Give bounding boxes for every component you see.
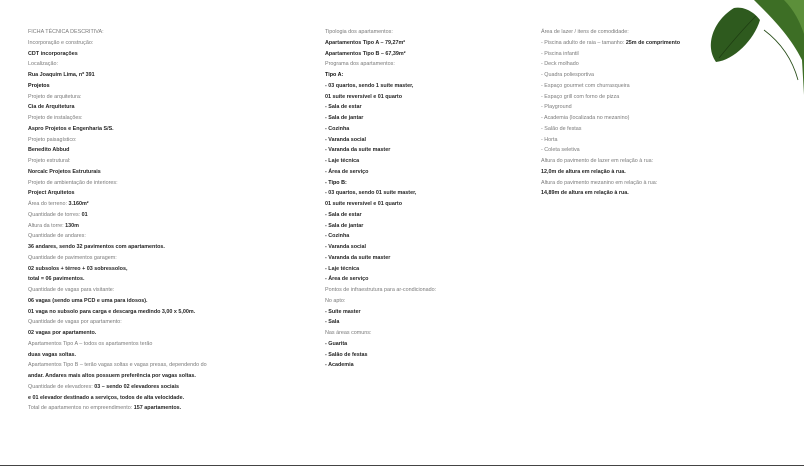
type-a-spots-value: duas vagas soltas. — [28, 351, 76, 358]
interiors-value: Project Arquitetos — [28, 190, 75, 197]
list-item: - Piscina infantil — [541, 50, 579, 57]
list-item: - Varanda social — [325, 136, 367, 143]
towers-count: Quantidade de torres: 01 — [28, 211, 88, 218]
list-item: - Área de serviço — [325, 168, 369, 175]
list-item: - Quadra poliesportiva — [541, 72, 595, 78]
list-item: - Espaço grill com forno de pizza — [541, 93, 620, 100]
type-a-list — [325, 81, 535, 178]
list-item: - Deck molhado — [541, 61, 579, 68]
architecture-value: Cia de Arquitetura — [28, 104, 75, 111]
technical-sheet-column-2 — [325, 27, 535, 371]
type-b-spots-label: Apartamentos Tipo B – terão vagas soltas e vagas presas, dependendo do — [28, 362, 207, 369]
type-b-heading: - Tipo B: — [325, 179, 347, 186]
footer-divider — [0, 465, 804, 466]
list-item: - Guarita — [325, 340, 348, 347]
leisure-height-value: 12,0m de altura em relação à rua. — [541, 168, 626, 175]
list-item: - Área de serviço — [325, 276, 369, 283]
list-item: - Salão de festas — [541, 125, 582, 132]
list-item: - Cozinha — [325, 125, 350, 132]
list-item: - Academia (localizada no mezanino) — [541, 115, 630, 121]
incorporation-label: Incorporação e construção: — [28, 39, 94, 46]
location-label: Localização: — [28, 61, 58, 68]
elevators-detail: e 01 elevador destinado a serviços, todos de alta velocidade. — [28, 394, 185, 401]
list-item: 01 suíte reversível e 01 quarto — [325, 93, 403, 100]
spots-per-apartment-value: 02 vagas por apartamento. — [28, 330, 97, 336]
land-area: Área do terreno: 3.160m² — [28, 201, 89, 207]
list-item: - 03 quartos, sendo 1 suíte master, — [325, 82, 414, 89]
typology-a: Apartamentos Tipo A – 79,27m² — [325, 39, 406, 46]
visitor-spots-value: 06 vagas (sendo uma PCD e uma para idosos). — [28, 297, 148, 304]
sheet-title: FICHA TÉCNICA DESCRITIVA: — [28, 29, 104, 35]
list-item: - Laje técnica — [325, 158, 360, 164]
mezzanine-height-label: Altura do pavimento mezanino em relação à rua: — [541, 179, 658, 186]
installations-value: Aspro Projetos e Engenharia S/S. — [28, 125, 114, 132]
list-item: - Sala de estar — [325, 211, 362, 218]
typology-label: Tipologia dos apartamentos: — [325, 29, 393, 35]
ac-infrastructure-label: Pontos de infraestrutura para ar-condicionado: — [325, 287, 437, 293]
in-apartment-label: No apto: — [325, 297, 346, 304]
list-item: - Sala de estar — [325, 104, 362, 111]
program-label: Programa dos apartamentos: — [325, 61, 395, 68]
list-item: - Salão de festas — [325, 351, 368, 358]
total-apartments: Total de apartamentos no empreendimento: 157 apartamentos. — [28, 405, 182, 412]
landscape-value: Benedito Abbud — [28, 147, 70, 154]
leisure-height-label: Altura do pavimento de lazer em relação à rua: — [541, 158, 654, 164]
incorporation-value: CDT incorporações — [28, 50, 78, 57]
list-item: - Varanda social — [325, 244, 367, 250]
list-item: - 03 quartos, sendo 01 suíte master, — [325, 190, 417, 197]
type-a-heading: Tipo A: — [325, 72, 344, 78]
list-item: - Laje técnica — [325, 265, 360, 272]
list-item: - Varanda da suíte master — [325, 147, 391, 154]
common-areas-label: Nas áreas comuns: — [325, 330, 372, 336]
technical-sheet-column-3 — [541, 27, 766, 199]
interiors-label: Projeto de ambientação de interiores: — [28, 179, 118, 186]
list-item: - Espaço gourmet com churrasqueira — [541, 82, 630, 89]
list-item: - Coleta seletiva — [541, 147, 580, 154]
list-item: - Sala — [325, 319, 340, 326]
garage-label: Quantidade de pavimentos garagem: — [28, 254, 117, 261]
list-item: - Suíte master — [325, 308, 361, 315]
structural-label: Projeto estrutural: — [28, 158, 71, 164]
type-b-spots-value: andar. Andares mais altos possuem preferência por vagas soltas. — [28, 373, 196, 379]
tower-height: Altura da torre: 130m — [28, 222, 79, 229]
garage-value-1: 02 subsolos + térreo + 03 sobressolos, — [28, 265, 128, 272]
type-a-spots-label: Apartamentos Tipo A – todos os apartamentos terão — [28, 340, 153, 347]
leisure-label: Área de lazer / itens de comodidade: — [541, 29, 629, 35]
common-areas-list — [325, 339, 535, 371]
list-item: - Playground — [541, 104, 572, 111]
technical-sheet-column-1 — [28, 27, 318, 414]
list-item: - Horta — [541, 136, 558, 143]
typology-b: Apartamentos Tipo B – 67,39m² — [325, 50, 406, 57]
list-item: - Sala de jantar — [325, 115, 364, 121]
floors-label: Quantidade de andares: — [28, 233, 86, 240]
landscape-label: Projeto paisagístico: — [28, 136, 77, 143]
installations-label: Projeto de instalações: — [28, 115, 83, 121]
architecture-label: Projeto de arquitetura: — [28, 93, 82, 100]
in-apartment-list — [325, 307, 535, 329]
structural-value: Norcalc Projetos Estruturais — [28, 168, 101, 175]
list-item: - Sala de jantar — [325, 222, 364, 229]
floors-value: 36 andares, sendo 32 pavimentos com apartamentos. — [28, 244, 165, 250]
list-item: - Cozinha — [325, 233, 350, 240]
elevators: Quantidade de elevadores: 03 – sendo 02 elevadores sociais — [28, 383, 180, 390]
pool-item: - Piscina adulto de raia – tamanho: 25m de comprimento — [541, 39, 681, 46]
spots-per-apartment-label: Quantidade de vagas por apartamento: — [28, 319, 122, 326]
location-value: Rua Joaquim Lima, nº 391 — [28, 72, 95, 78]
loading-spot-value: 01 vaga no subsolo para carga e descarga medindo 3,00 x 5,00m. — [28, 308, 196, 315]
visitor-spots-label: Quantidade de vagas para visitante: — [28, 287, 115, 293]
garage-value-2: total = 06 pavimentos. — [28, 276, 85, 283]
list-item: 01 suíte reversível e 01 quarto — [325, 201, 403, 207]
list-item: - Academia — [325, 362, 354, 369]
mezzanine-height-value: 14,89m de altura em relação à rua. — [541, 190, 629, 197]
list-item: - Varanda da suíte master — [325, 254, 391, 261]
projects-heading: Projetos — [28, 82, 50, 89]
type-b-list — [325, 188, 535, 285]
leisure-list — [541, 49, 766, 157]
